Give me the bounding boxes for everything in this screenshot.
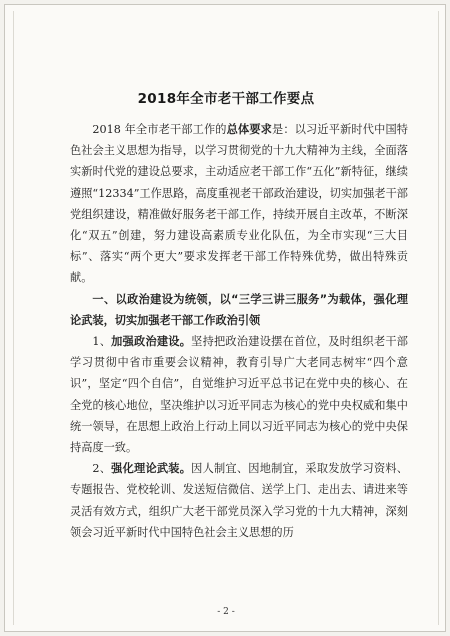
paragraph-theory-arming <box>70 458 408 543</box>
item-number: 2、 <box>92 462 112 476</box>
emphasis-text: 总体要求 <box>226 123 273 136</box>
paragraph-political-construction <box>70 331 408 458</box>
item-heading: 加强政治建设。 <box>111 335 192 349</box>
paragraph-text: 是：以习近平新时代中国特色社会主义思想为指导，以学习贯彻党的十九大精神为主线，全面落实新时代党的建设总要求，主动适应老干部工作“五化”新特征，继续遵照“12334”工作思路，高度重视老干部政治建设，切实加强老干部党组织建设，精准做好服务老干部工作，持续开展自主改革，不断深化“双五”创建，努力建设高素质专业化队伍，为全市实现“三大目标”、落实“两个更大”要求发挥老干部工作特殊优势，做出特殊贡献。 <box>70 123 408 285</box>
paragraph-text: 2018 年全市老干部工作的 <box>92 123 227 136</box>
document-body <box>70 119 408 543</box>
section-heading-1: 一、以政治建设为统领，以“三学三讲三服务”为载体，强化理论武装，切实加强老干部工作政治引领 <box>70 292 408 327</box>
document-page <box>4 4 446 632</box>
paragraph-text: 坚持把政治建设摆在首位，及时组织老干部学习贯彻中省市重要会议精神，教育引导广大老同志树牢“四个意识”，坚定“四个自信”，自觉维护习近平总书记在党中央的核心、在全党的核心地位，坚决维护以习近平同志为核心的党中央权威和集中统一领导，在思想上政治上行动上同以习近平同志为核心的党中央保持高度一致。 <box>70 335 408 455</box>
item-number: 1、 <box>92 335 112 349</box>
page-margin-frame <box>13 11 439 625</box>
item-heading: 强化理论武装。 <box>111 462 192 476</box>
paragraph-text: 因人制宜、因地制宜，采取发放学习资料、专题报告、党校轮训、发送短信微信、送学上门、走出去、请进来等灵活有效方式，组织广大老干部党员深入学习党的十九大精神，深刻领会习近平新时代中国特色社会主义思想的历 <box>70 462 408 539</box>
paragraph-overall-requirements <box>70 119 408 289</box>
document-title: 2018年全市老干部工作要点 <box>137 91 315 107</box>
page-number: - 2 - <box>217 607 235 617</box>
